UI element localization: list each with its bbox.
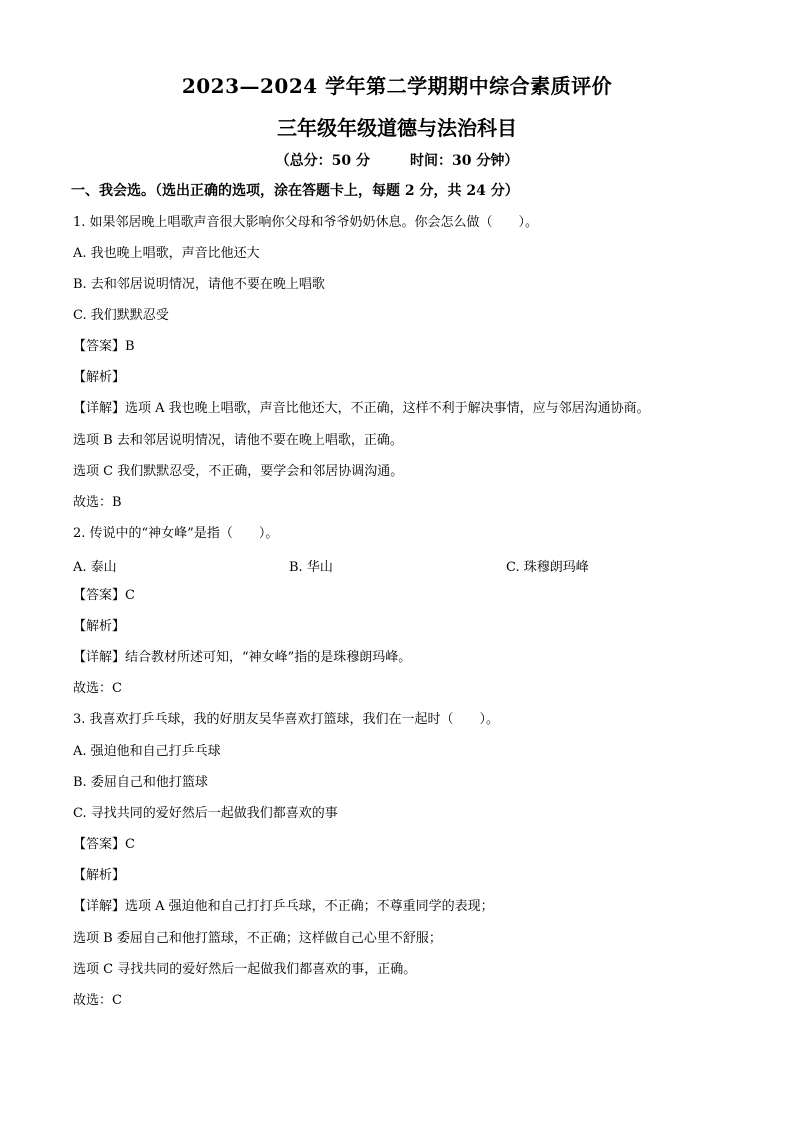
question-2-analysis-label: 【解析】 — [73, 619, 126, 634]
question-2-option-b: B. 华山 — [289, 560, 333, 575]
section-heading: 一、我会选。（选出正确的选项，涂在答题卡上，每题 2 分，共 24 分） — [71, 183, 519, 199]
exam-meta — [0, 150, 794, 170]
question-3-stem: 3. 我喜欢打乒乓球，我的好朋友吴华喜欢打篮球，我们在一起时（ ）。 — [73, 712, 500, 727]
question-2-stem: 2. 传说中的“神女峰”是指（ ）。 — [73, 526, 279, 541]
question-1-analysis-label: 【解析】 — [73, 370, 126, 385]
question-2-detail-1: 【详解】结合教材所述可知，“神女峰”指的是珠穆朗玛峰。 — [73, 650, 412, 665]
question-1-detail-1: 【详解】选项 A 我也晚上唱歌，声音比他还大，不正确，这样不利于解决事情，应与邻居沟通协商。 — [73, 401, 650, 416]
question-2-choice: 故选：C — [73, 681, 122, 696]
question-2-option-a: A. 泰山 — [73, 560, 117, 575]
question-3-detail-2: 选项 B 委屈自己和他打篮球，不正确；这样做自己心里不舒服； — [73, 931, 442, 946]
question-3-option-c: C. 寻找共同的爱好然后一起做我们都喜欢的事 — [73, 806, 338, 821]
question-3-answer: 【答案】C — [73, 837, 135, 852]
question-3-option-b: B. 委屈自己和他打篮球 — [73, 775, 208, 790]
question-1-stem: 1. 如果邻居晚上唱歌声音很大影响你父母和爷爷奶奶休息。你会怎么做（ ）。 — [73, 215, 539, 230]
question-1-detail-2: 选项 B 去和邻居说明情况，请他不要在晚上唱歌，正确。 — [73, 433, 403, 448]
question-3-analysis-label: 【解析】 — [73, 868, 126, 883]
exam-title: 2023—2024 学年第二学期期中综合素质评价 — [181, 74, 613, 98]
total-score: （总分：50 分 — [275, 153, 370, 169]
question-3-choice: 故选：C — [73, 993, 122, 1008]
question-2-option-c: C. 珠穆朗玛峰 — [506, 560, 589, 575]
exam-time: 时间：30 分钟） — [410, 153, 519, 169]
question-1-detail-3: 选项 C 我们默默忍受，不正确，要学会和邻居协调沟通。 — [73, 464, 404, 479]
question-1-answer: 【答案】B — [73, 339, 135, 354]
question-1-option-a: A. 我也晚上唱歌，声音比他还大 — [73, 246, 260, 261]
question-2-answer: 【答案】C — [73, 588, 135, 603]
question-1-choice: 故选：B — [73, 495, 122, 510]
question-1-option-c: C. 我们默默忍受 — [73, 308, 169, 323]
question-1-option-b: B. 去和邻居说明情况，请他不要在晚上唱歌 — [73, 277, 325, 292]
question-3-detail-1: 【详解】选项 A 强迫他和自己打打乒乓球，不正确；不尊重同学的表现； — [73, 899, 494, 914]
exam-subtitle: 三年级年级道德与法治科目 — [277, 116, 517, 140]
question-3-option-a: A. 强迫他和自己打乒乓球 — [73, 744, 221, 759]
question-3-detail-3: 选项 C 寻找共同的爱好然后一起做我们都喜欢的事，正确。 — [73, 962, 417, 977]
